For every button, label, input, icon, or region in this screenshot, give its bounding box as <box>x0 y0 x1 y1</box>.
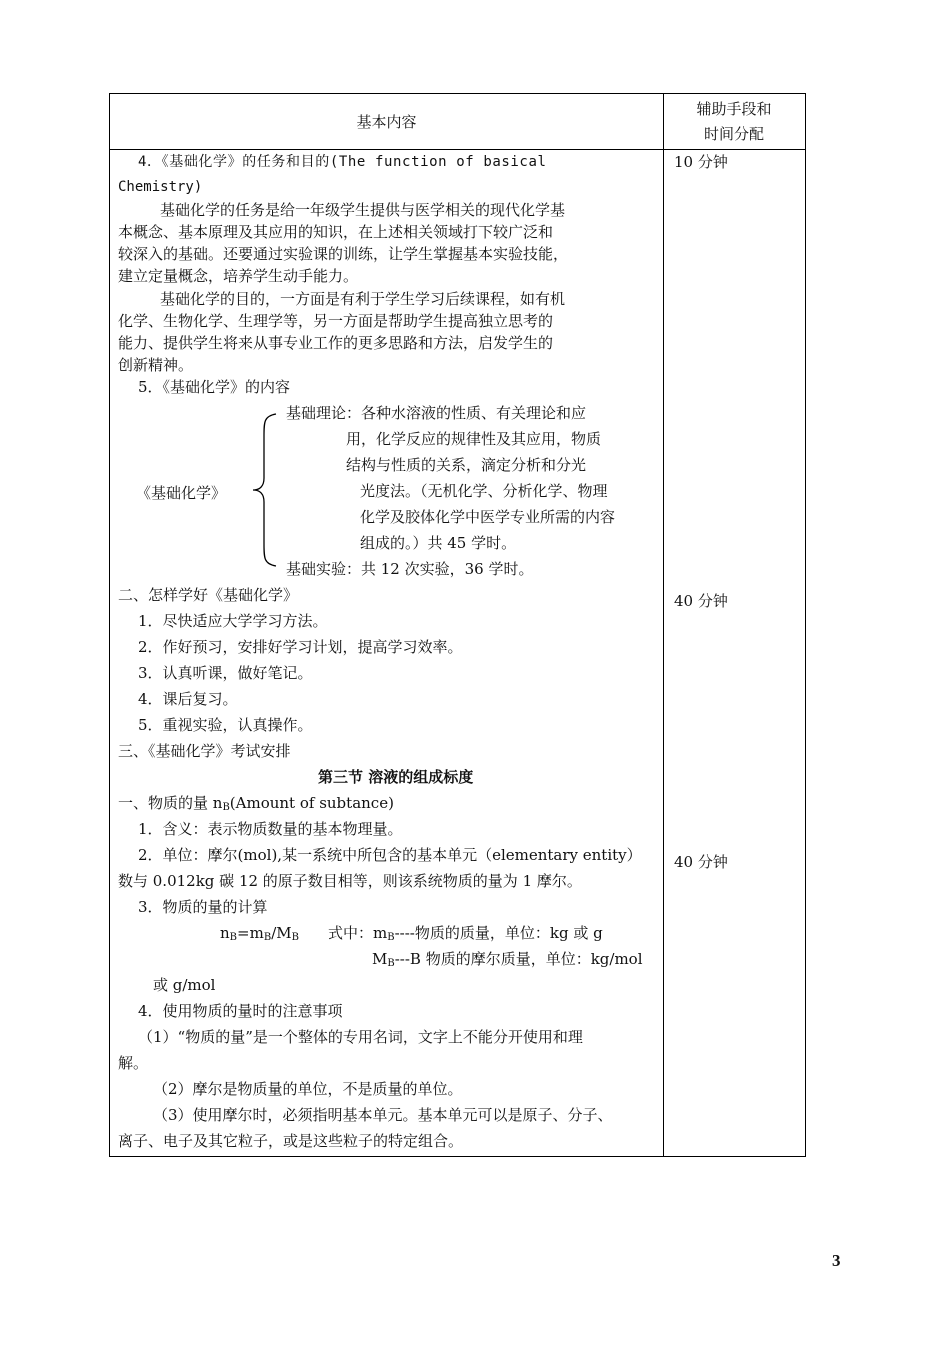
s5-title: 5．《基础化学》的内容 <box>138 378 291 396</box>
s4-title-b: Chemistry) <box>118 179 203 195</box>
note1-l1: （1）“物质的量”是一个整体的专用名词，文字上不能分开使用和理 <box>138 1028 583 1046</box>
definition: 1．含义：表示物质数量的基本物理量。 <box>138 820 403 838</box>
s5-theory-l4: 光度法。（无机化学、分析化学、物理 <box>360 482 608 500</box>
header-divider <box>110 149 805 150</box>
part2-item-5: 5．重视实验，认真操作。 <box>138 716 313 734</box>
column-divider <box>663 94 664 1156</box>
time-40min-2: 40 分钟 <box>674 853 728 871</box>
molar-mass: $M_B---B$ 物质的摩尔质量，单位：kg/mol <box>372 950 643 969</box>
s4-p1-l4: 建立定量概念，培养学生动手能力。 <box>118 267 359 285</box>
lesson-table <box>109 93 806 1157</box>
unit-l2: 数与 0.012kg 碳 12 的原子数目相等，则该系统物质的量为 1 摩尔。 <box>118 872 582 890</box>
part2-item-1: 1．尽快适应大学学习方法。 <box>138 612 328 630</box>
s4-p2-l3: 能力、提供学生将来从事专业工作的更多思路和方法，启发学生的 <box>118 334 554 352</box>
s5-theory-l2: 用，化学反应的规律性及其应用，物质 <box>346 430 602 448</box>
time-40min-1: 40 分钟 <box>674 592 728 610</box>
header-aids <box>663 94 805 149</box>
page-number: 3 <box>832 1251 841 1270</box>
formula: $n_B=m_B/M_B$ <box>220 924 299 943</box>
note2: （2）摩尔是物质量的单位，不是质量的单位。 <box>153 1080 463 1098</box>
s4-p2-l4: 创新精神。 <box>118 356 194 374</box>
note1-l2: 解。 <box>118 1054 149 1072</box>
header-content-label: 基本内容 <box>356 113 417 131</box>
part3-title: 三、《基础化学》考试安排 <box>118 742 291 760</box>
notes-title: 4．使用物质的量时的注意事项 <box>138 1002 343 1020</box>
s4-p1-l3: 较深入的基础。还要通过实验课的训练，让学生掌握基本实验技能， <box>118 245 569 263</box>
part2-item-4: 4．课后复习。 <box>138 690 238 708</box>
s5-theory-l6: 组成的。）共 45 学时。 <box>360 534 517 552</box>
s4-p1-l1: 基础化学的任务是给一年级学生提供与医学相关的现代化学基 <box>160 201 566 219</box>
s4-p2-l2: 化学、生物化学、生理学等，另一方面是帮助学生提高独立思考的 <box>118 312 554 330</box>
s5-brace-label: 《基础化学》 <box>136 484 227 502</box>
unit-l1: 2．单位：摩尔(mol),某一系统中所包含的基本单元（elementary entity） <box>138 846 642 864</box>
s5-experiment: 基础实验：共 12 次实验，36 学时。 <box>286 560 534 578</box>
header-content <box>110 94 663 149</box>
s4-title-a: 4．《基础化学》的任务和目的(The function of basical <box>138 154 547 170</box>
calc-title: 3．物质的量的计算 <box>138 898 268 916</box>
header-aids-line2: 时间分配 <box>703 124 764 143</box>
note3-l2: 离子、电子及其它粒子，或是这些粒子的特定组合。 <box>118 1132 464 1150</box>
section3-title: 第三节 溶液的组成标度 <box>318 768 474 786</box>
quantity-title: 一、物质的量 $n_B(Amount$ of subtance) <box>118 794 394 813</box>
note3-l1: （3）使用摩尔时，必须指明基本单元。基本单元可以是原子、分子、 <box>153 1106 613 1124</box>
s5-theory-l5: 化学及胶体化学中医学专业所需的内容 <box>360 508 616 526</box>
part2-item-3: 3．认真听课，做好笔记。 <box>138 664 313 682</box>
s4-p2-l1: 基础化学的目的，一方面是有利于学生学习后续课程，如有机 <box>160 290 566 308</box>
part2-item-2: 2．作好预习，安排好学习计划，提高学习效率。 <box>138 638 463 656</box>
header-aids-line1: 辅助手段和 <box>696 99 772 118</box>
part2-title: 二、怎样学好《基础化学》 <box>118 586 299 604</box>
s5-theory-l3: 结构与性质的关系，滴定分析和分光 <box>346 456 587 474</box>
time-10min: 10 分钟 <box>674 153 728 171</box>
s5-theory-l1: 基础理论：各种水溶液的性质、有关理论和应 <box>286 404 587 422</box>
molar-mass-cont: 或 g/mol <box>153 976 216 994</box>
s4-p1-l2: 本概念、基本原理及其应用的知识，在上述相关领域打下较广泛和 <box>118 223 554 241</box>
curly-brace-icon <box>250 412 280 568</box>
formula-where: 式中：$m_B----$物质的质量，单位：kg 或 g <box>328 924 603 943</box>
